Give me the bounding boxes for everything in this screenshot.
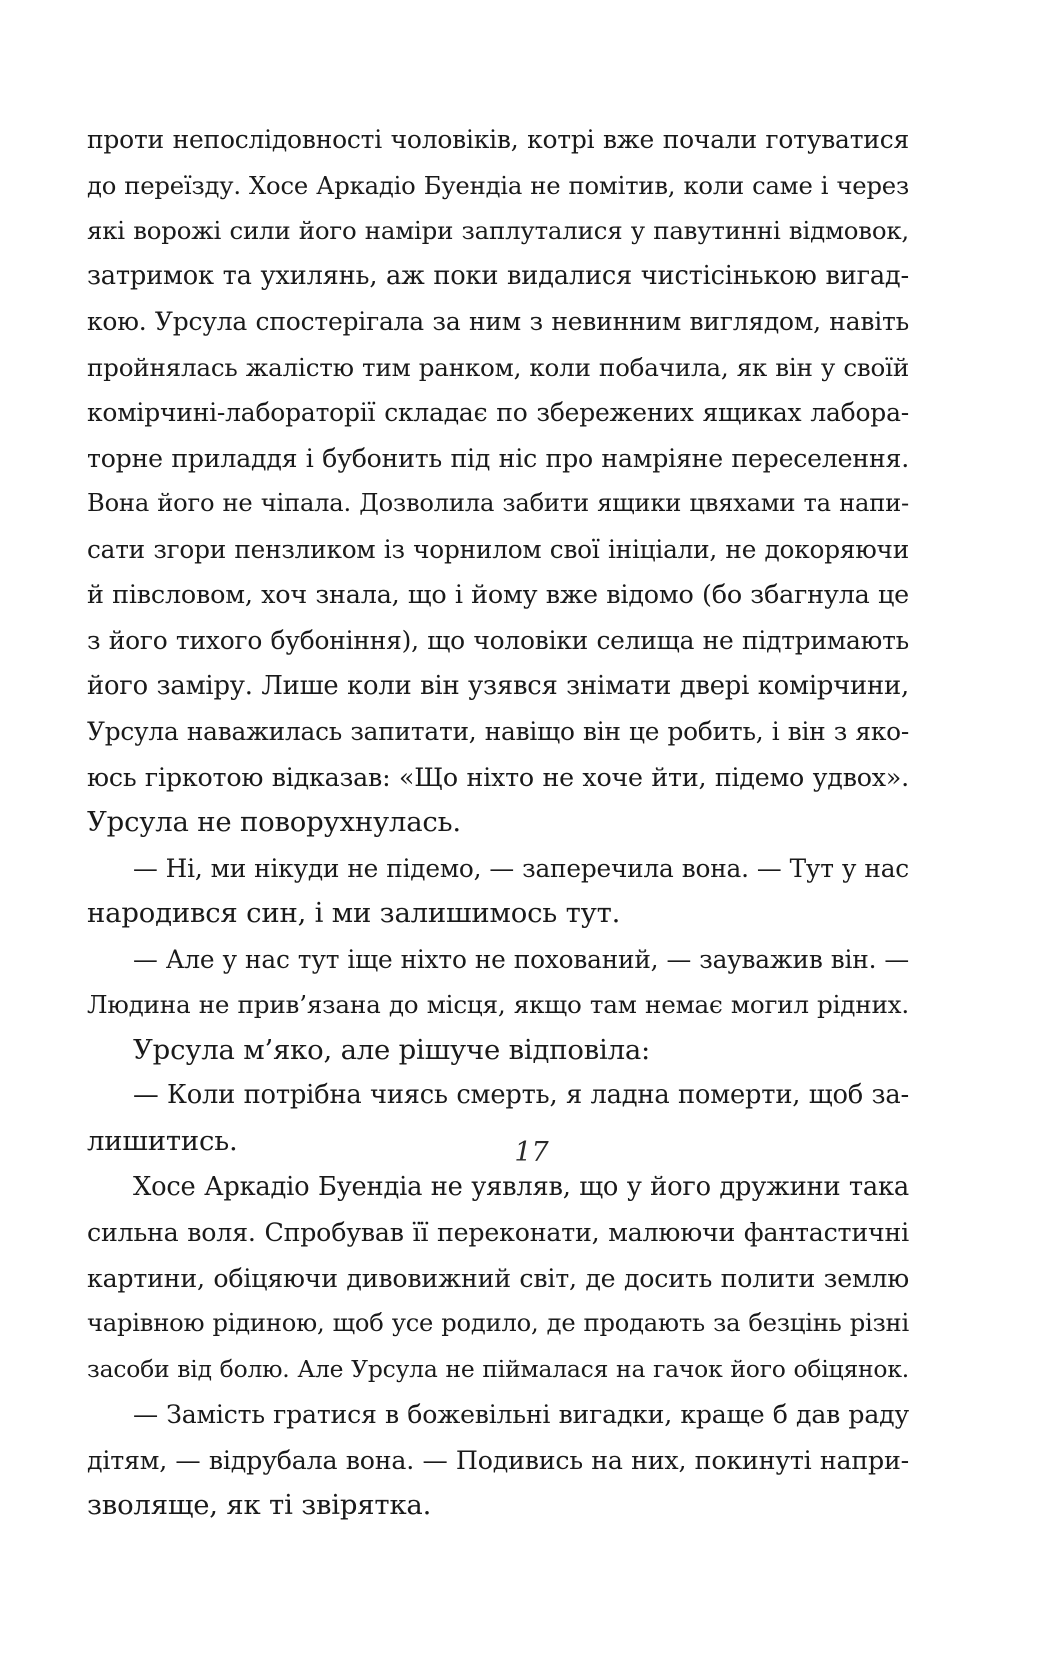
dialogue-line: — Коли потрібна чиясь смерть, я ладна померти, щоб за-	[133, 1080, 909, 1111]
text-line: Людина не прив’язана до місця, якщо там немає могил рідних.	[87, 990, 909, 1020]
body-text	[87, 117, 909, 1529]
text-line: юсь гіркотою відказав: «Що ніхто не хоче йти, підемо удвох».	[87, 761, 909, 792]
text-line: Вона його не чіпала. Дозволила забити ящики цвяхами та напи-	[87, 489, 909, 518]
text-line: кою. Урсула спостерігала за ним з невинним виглядом, навіть	[87, 307, 909, 337]
text-line: сати згори пензликом із чорнилом свої ініціали, не докоряючи	[87, 534, 909, 564]
text-line: Урсула не поворухнулась.	[87, 806, 461, 839]
text-line: чарівною рідиною, щоб усе родило, де продають за безцінь різні	[87, 1309, 909, 1338]
text-line: засоби від болю. Але Урсула не піймалася на гачок його обіцянок.	[87, 1354, 909, 1383]
text-line: проти непослідовності чоловіків, котрі вже почали готуватися	[87, 125, 909, 154]
text-line: дітям, — відрубала вона. — Подивись на них, покинуті напри-	[87, 1445, 909, 1475]
text-line: зволяще, як ті звірятка.	[87, 1489, 432, 1522]
text-line: лишитись.	[87, 1125, 238, 1158]
text-line: до переїзду. Хосе Аркадіо Буендіа не помітив, коли саме і через	[87, 170, 909, 200]
dialogue-line: — Ні, ми нікуди не підемо, — заперечила вона. — Тут у нас	[133, 853, 909, 883]
text-line: картини, обіцяючи дивовижний світ, де досить полити землю	[87, 1263, 909, 1293]
text-line: затримок та ухилянь, аж поки видалися чистісінькою вигад-	[87, 260, 909, 291]
page-number: 17	[514, 1137, 549, 1168]
text-line: Урсула наважилась запитати, навіщо він це робить, і він з яко-	[87, 717, 909, 747]
text-line: комірчині-лабораторії складає по збережених ящиках лабора-	[87, 398, 909, 428]
paragraph-start-line: Хосе Аркадіо Буендіа не уявляв, що у його дружини така	[133, 1171, 909, 1202]
text-line: народився син, і ми залишимось тут.	[87, 897, 621, 930]
text-line: торне приладдя і бубонить під ніс про намріяне переселення.	[87, 443, 909, 473]
dialogue-line: — Замість гратися в божевільні вигадки, краще б дав раду	[133, 1400, 909, 1430]
text-line: сильна воля. Спробував її переконати, малюючи фантастичні	[87, 1218, 909, 1248]
text-line: які ворожі сили його наміри заплуталися у павутинні відмовок,	[87, 216, 909, 246]
text-line: з його тихого бубоніння), що чоловіки селища не підтримають	[87, 626, 909, 656]
text-line: Урсула м’яко, але рішуче відповіла:	[133, 1033, 651, 1066]
text-line: його заміру. Лише коли він узявся знімати двері комірчини,	[87, 670, 909, 701]
dialogue-line: — Але у нас тут іще ніхто не похований, — зауважив він. —	[133, 944, 909, 974]
text-line: пройнялась жалістю тим ранком, коли побачила, як він у своїй	[87, 352, 909, 382]
text-line: й півсловом, хоч знала, що і йому вже відомо (бо збагнула це	[87, 579, 909, 610]
